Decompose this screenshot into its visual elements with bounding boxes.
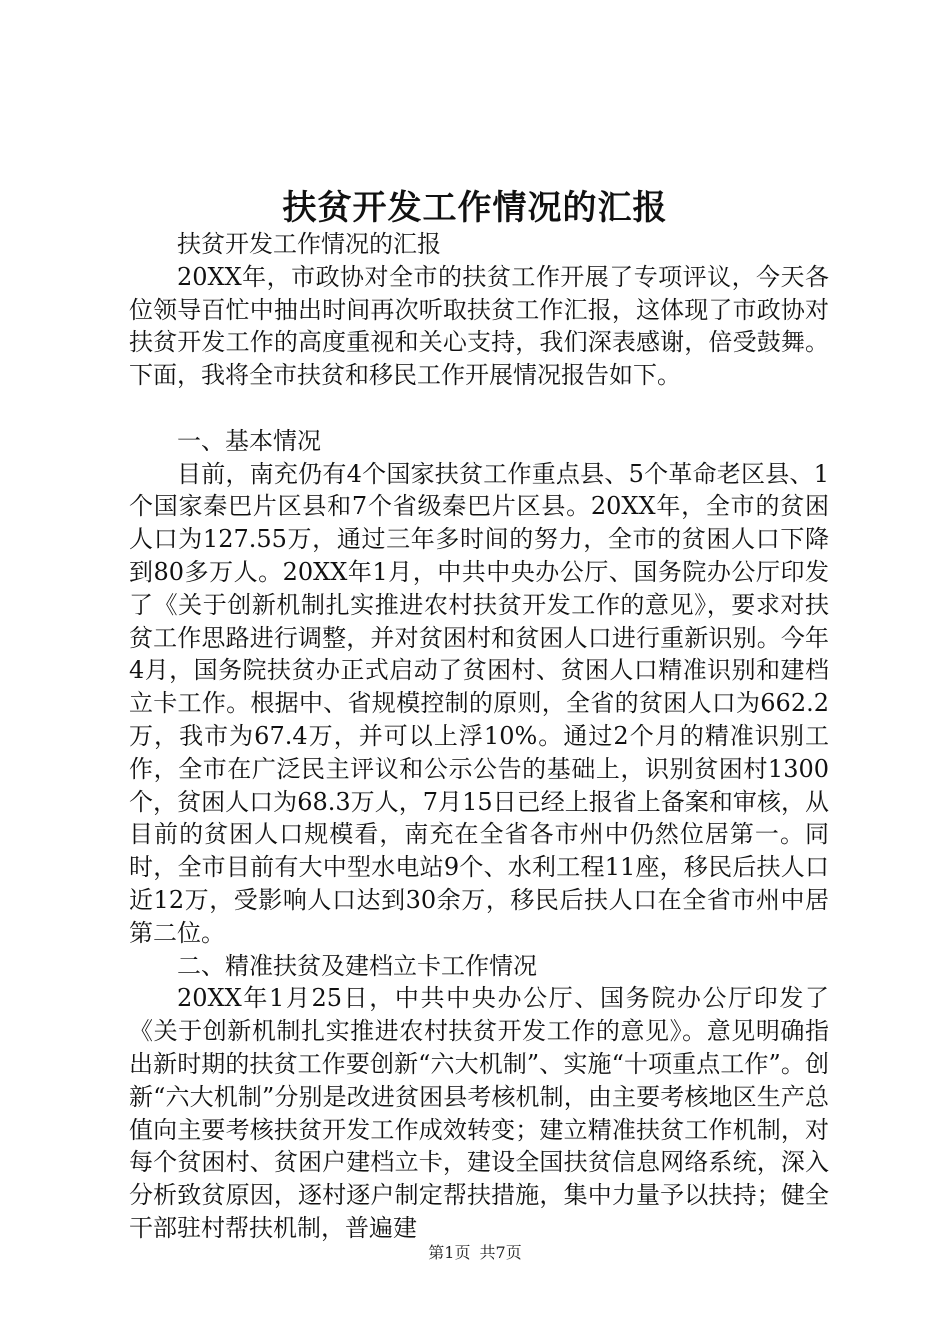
- page-total: 共7页: [479, 1243, 522, 1262]
- page-number: 第1页: [428, 1243, 471, 1262]
- document-title: 扶贫开发工作情况的汇报: [282, 188, 668, 228]
- body-subtitle: 扶贫开发工作情况的汇报: [177, 230, 441, 258]
- precision-poverty-paragraph: 20XX年1月25日，中共中央办公厅、国务院办公厅印发了《关于创新机制扎实推进农村扶贫开发工作的意见》。意见明确指出新时期的扶贫工作要创新“六大机制”、实施“十项重点工作”。创新“六大机制”分别是改进贫困县考核机制，由主要考核地区生产总值向主要考核扶贫开发工作成效转变；建立精准扶贫工作机制，对每个贫困村、贫困户建档立卡，建设全国扶贫信息网络系统，深入分析致贫原因，逐村逐户制定帮扶措施，集中力量予以扶持；健全干部驻村帮扶机制，普遍建: [129, 984, 829, 1242]
- intro-paragraph: 20XX年，市政协对全市的扶贫工作开展了专项评议，今天各位领导百忙中抽出时间再次听取扶贫工作汇报，这体现了市政协对扶贫开发工作的高度重视和关心支持，我们深表感谢，倍受鼓舞。下面，我将全市扶贫和移民工作开展情况报告如下。: [129, 262, 829, 390]
- section-heading-basic: 一、基本情况: [177, 426, 321, 455]
- document-body: [129, 228, 829, 1245]
- basic-situation-paragraph: 目前，南充仍有4个国家扶贫工作重点县、5个革命老区县、1个国家秦巴片区县和7个省级秦巴片区县。20XX年，全市的贫困人口为127.55万，通过三年多时间的努力，全市的贫困人口下降到80多万人。20XX年1月，中共中央办公厅、国务院办公厅印发了《关于创新机制扎实推进农村扶贫开发工作的意见》，要求对扶贫工作思路进行调整，并对贫困村和贫困人口进行重新识别。今年4月，国务院扶贫办正式启动了贫困村、贫困人口精准识别和建档立卡工作。根据中、省规模控制的原则，全省的贫困人口为662.2万，我市为67.4万，并可以上浮10%。通过2个月的精准识别工作，全市在广泛民主评议和公示公告的基础上，识别贫困村1300个，贫困人口为68.3万人，7月15日已经上报省上备案和审核，从目前的贫困人口规模看，南充在全省各市州中仍然位居第一。同时，全市目前有大中型水电站9个、水利工程11座，移民后扶人口近12万，受影响人口达到30余万，移民后扶人口在全省市州中居第二位。: [129, 459, 829, 947]
- section-heading-precision: 二、精准扶贫及建档立卡工作情况: [177, 951, 537, 980]
- page-footer: [0, 1242, 950, 1264]
